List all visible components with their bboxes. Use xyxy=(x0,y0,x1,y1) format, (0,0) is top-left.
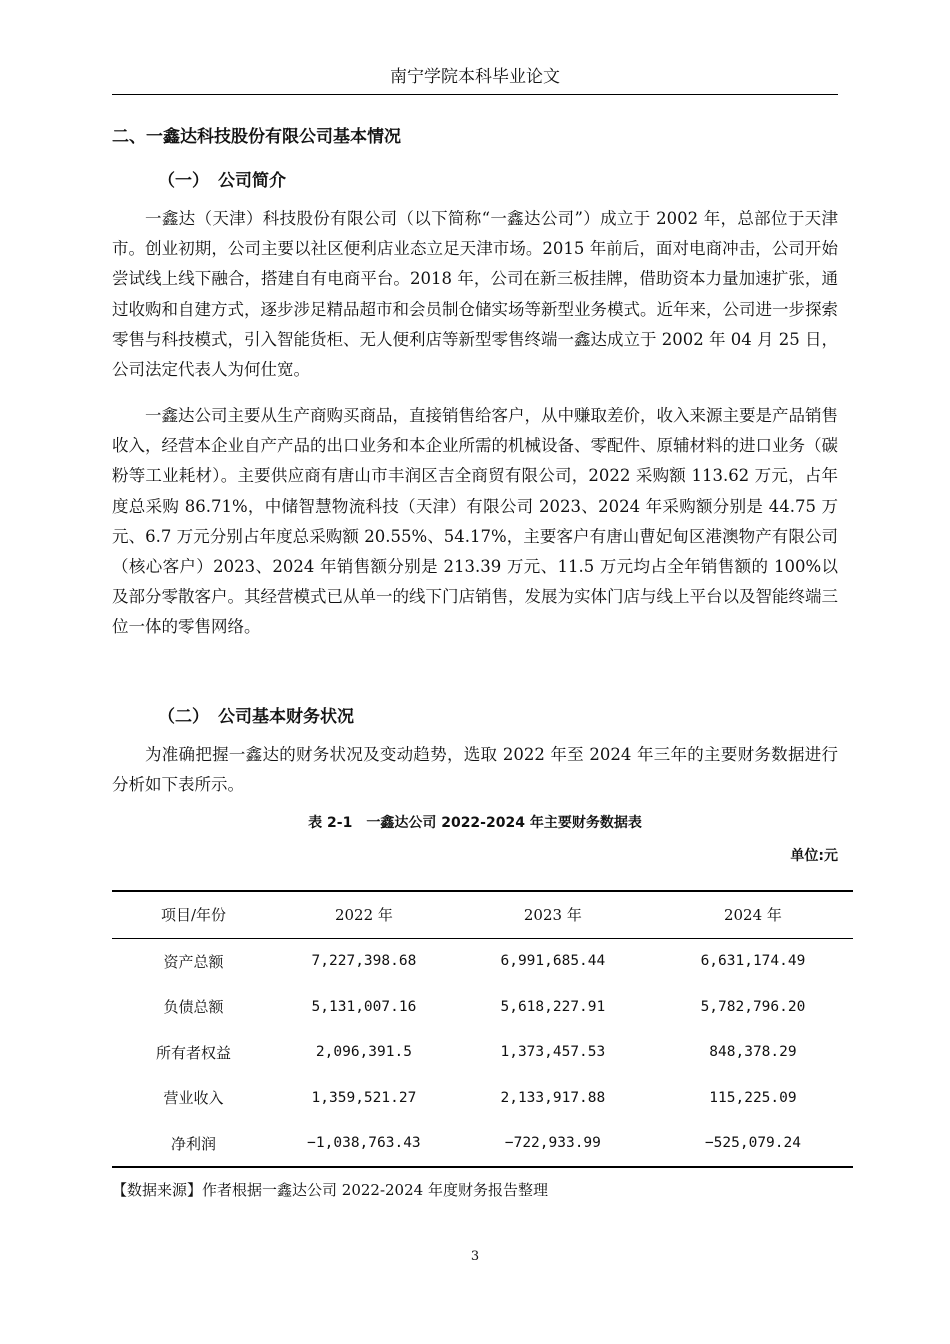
row-label: 营业收入 xyxy=(163,1089,224,1108)
subsection-title: 公司简介 xyxy=(218,171,286,191)
table-cell: 2,133,917.88 xyxy=(500,1089,606,1106)
paragraph-business-model: 一鑫达公司主要从生产商购买商品，直接销售给客户，从中赚取差价，收入来源主要是产品销售收入，经营本企业自产产品的出口业务和本企业所需的机械设备、零配件、原辅材料的进口业务（碳粉等工业耗材）。主要供应商有唐山市丰润区吉全商贸有限公司，2022 采购额 113.62 万元，占年度总采购 86.71%，中储智慧物流科技（天津）有限公司 2023、2024 年采购额分别是 44.75 万元、6.7 万元分别占年度总采购额 20.55%、54.17%，主要客户有唐山曹妃甸区港澳物产有限公司（核心客户）2023、2024 年销售额分别是 213.39 万元、11.5 万元均占全年销售额的 100%以及部分零散客户。其经营模式已从单一的线下门店销售，发展为实体门店与线上平台以及智能终端三位一体的零售网络。 xyxy=(112,406,838,637)
column-header: 2023 年 xyxy=(523,906,582,925)
row-label: 净利润 xyxy=(171,1134,217,1153)
row-label: 所有者权益 xyxy=(156,1043,232,1062)
table-row xyxy=(112,984,853,1030)
table-cell: 848,378.29 xyxy=(709,1044,797,1061)
section-heading: 二、一鑫达科技股份有限公司基本情况 xyxy=(112,127,401,147)
subsection-number: （二） xyxy=(158,707,209,727)
table-row xyxy=(112,1121,853,1168)
table-cell: 1,359,521.27 xyxy=(311,1089,417,1106)
table-cell: 2,096,391.5 xyxy=(315,1044,412,1061)
table-cell: 115,225.09 xyxy=(709,1089,797,1106)
subsection-heading-2 xyxy=(158,702,354,727)
column-header: 2022 年 xyxy=(334,906,393,925)
table-unit: 单位:元 xyxy=(790,848,838,864)
table-cell: 7,227,398.68 xyxy=(311,953,417,970)
financial-table xyxy=(112,890,853,1168)
header-rule xyxy=(112,94,838,95)
page-number: 3 xyxy=(470,1249,480,1264)
running-header: 南宁学院本科毕业论文 xyxy=(390,67,560,87)
row-label: 负债总额 xyxy=(163,998,224,1017)
data-source-note: 【数据来源】作者根据一鑫达公司 2022-2024 年度财务报告整理 xyxy=(112,1181,548,1199)
subsection-number: （一） xyxy=(158,171,209,191)
subsection-title: 公司基本财务状况 xyxy=(218,707,354,727)
table-row xyxy=(112,1030,853,1076)
column-header: 项目/年份 xyxy=(160,906,227,925)
paragraph-company-intro: 一鑫达（天津）科技股份有限公司（以下简称“一鑫达公司”）成立于 2002 年，总部位于天津市。创业初期，公司主要以社区便利店业态立足天津市场。2015 年前后，面对电商冲击，公司开始尝试线上线下融合，搭建自有电商平台。2018 年，公司在新三板挂牌，借助资本力量加速扩张，通过收购和自建方式，逐步涉足精品超市和会员制仓储实场等新型业务模式。近年来，公司进一步探索零售与科技模式，引入智能货柜、无人便利店等新型零售终端一鑫达成立于 2002 年 04 月 25 日，公司法定代表人为何仕宽。 xyxy=(112,209,838,380)
table-cell: 5,782,796.20 xyxy=(700,998,806,1015)
table-row xyxy=(112,938,853,984)
table-cell: −1,038,763.43 xyxy=(307,1135,421,1152)
table-cell: 5,618,227.91 xyxy=(500,998,606,1015)
table-cell: 1,373,457.53 xyxy=(500,1044,606,1061)
paragraph-financial-intro: 为准确把握一鑫达的财务状况及变动趋势，选取 2022 年至 2024 年三年的主要财务数据进行分析如下表所示。 xyxy=(112,745,838,795)
table-cell: 6,631,174.49 xyxy=(700,953,806,970)
table-caption: 表 2-1 一鑫达公司 2022-2024 年主要财务数据表 xyxy=(308,815,642,831)
table-cell: 5,131,007.16 xyxy=(311,998,417,1015)
table-header-row xyxy=(112,891,853,938)
column-header: 2024 年 xyxy=(723,906,782,925)
table-cell: −722,933.99 xyxy=(504,1135,601,1152)
row-label: 资产总额 xyxy=(163,952,224,971)
table-row xyxy=(112,1075,853,1121)
table-cell: 6,991,685.44 xyxy=(500,953,606,970)
subsection-heading-1 xyxy=(158,166,286,191)
table-cell: −525,079.24 xyxy=(704,1135,801,1152)
